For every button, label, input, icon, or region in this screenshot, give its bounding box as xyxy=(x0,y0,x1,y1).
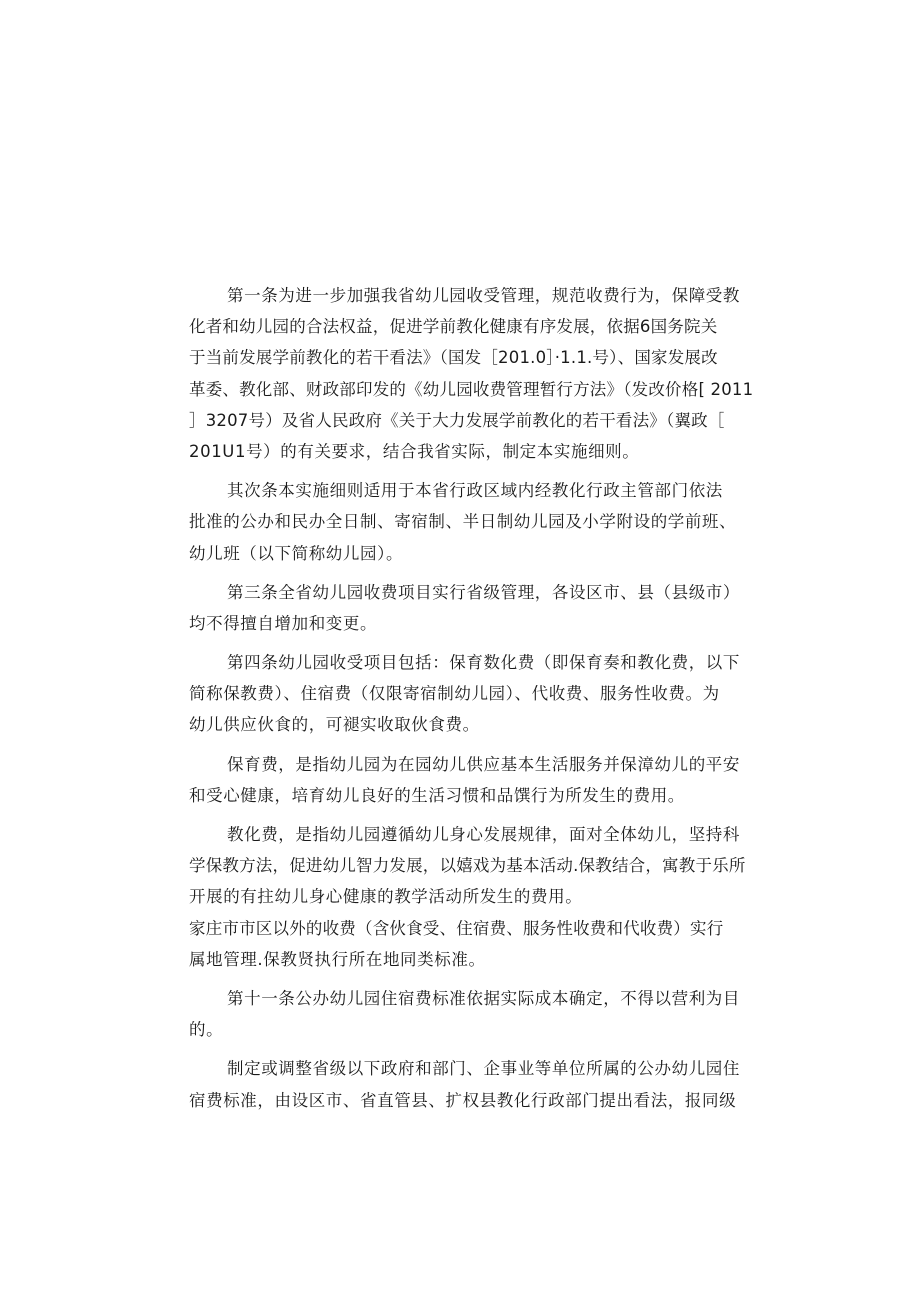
text-line: 家庄市市区以外的收费（含伙食受、住宿费、服务性收费和代收费）实行 xyxy=(189,918,724,938)
paragraph-childcare-fee xyxy=(189,749,741,811)
text-line: 宿费标准，由设区市、省直管县、扩权县教化行政部门提出看法，报同级 xyxy=(189,1090,737,1110)
text-line: 幼儿班（以下简称幼儿园）。 xyxy=(189,543,404,563)
text-line: 第十一条公办幼儿园住宿费标准依据实际成本确定，不得以营利为目 xyxy=(227,988,740,1008)
paragraph-jurisdiction xyxy=(189,913,741,975)
paragraph-education-fee xyxy=(189,819,746,913)
text-line: 于当前发展学前教化的若干看法》（国发［201.0］·1.1.号）、国家发展改 xyxy=(189,348,718,368)
paragraph-article-1 xyxy=(189,280,754,467)
text-line: 化者和幼儿园的合法权益，促进学前教化健康有序发展，依据6国务院关 xyxy=(189,317,718,337)
text-line: 第三条全省幼儿园收费项目实行省级管理，各设区市、县（县级市） xyxy=(227,582,740,602)
text-line: 的。 xyxy=(189,1020,224,1040)
text-line: 保育费，是指幼儿园为在园幼儿供应基本生活服务并保漳幼儿的平安 xyxy=(227,754,740,774)
text-line: 均不得擅自增加和变更。 xyxy=(189,613,378,633)
text-line: ］3207号）及省人民政府《关于大力发展学前教化的若干看法》（翼政［ xyxy=(189,410,725,430)
paragraph-fee-standard xyxy=(189,1053,741,1115)
text-line: 幼儿供应伙食的，可褪实收取伙食费。 xyxy=(189,715,480,735)
text-line: 革委、教化部、财政部印发的《幼儿园收费管理暂行方法》（发改价格[ 2011 xyxy=(189,379,754,399)
text-line: 开展的有拄幼儿身心健康的教学活动所发生的费用。 xyxy=(189,887,583,907)
text-line: 学保教方法，促进幼儿智力发展，以嬉戏为基本活动.保教结合，寓教于乐所 xyxy=(189,856,746,876)
text-line: 简称保教费）、住宿费（仅限寄宿制幼儿园）、代收费、服务性收费。为 xyxy=(189,684,720,704)
text-line: 属地管理.保教贤执行所在地同类标准。 xyxy=(189,949,486,969)
text-line: 和受心健康，培育幼儿良好的生活习惯和品馔行为所发生的费用。 xyxy=(189,785,685,805)
text-line: 制定或调整省级以下政府和部门、企事业等单位所属的公办幼儿园住 xyxy=(227,1059,740,1079)
text-line: 教化费，是指幼儿园遵循幼儿身心发展规律，面对全体幼儿，坚持科 xyxy=(227,825,740,844)
paragraph-article-2 xyxy=(189,475,741,569)
document-body xyxy=(189,280,754,1116)
paragraph-article-11 xyxy=(189,983,741,1045)
text-line: 第四条幼儿园收受项目包括：保育数化费（即保育奏和教化费，以下 xyxy=(227,653,740,673)
text-line: 201U1号）的有关要求，结合我省实际，制定本实施细则。 xyxy=(189,441,640,461)
text-line: 批准的公办和民办全日制、寄宿制、半日制幼儿园及小学附设的学前班、 xyxy=(189,512,737,532)
paragraph-article-3 xyxy=(189,577,741,639)
paragraph-article-4 xyxy=(189,647,741,741)
text-line: 其次条本实施细则适用于本省行政区域内经教化行政主管部门依法 xyxy=(227,481,723,501)
text-line: 第一条为进一步加强我省幼儿园收受管理，规范收费行为，保障受教 xyxy=(227,286,740,305)
